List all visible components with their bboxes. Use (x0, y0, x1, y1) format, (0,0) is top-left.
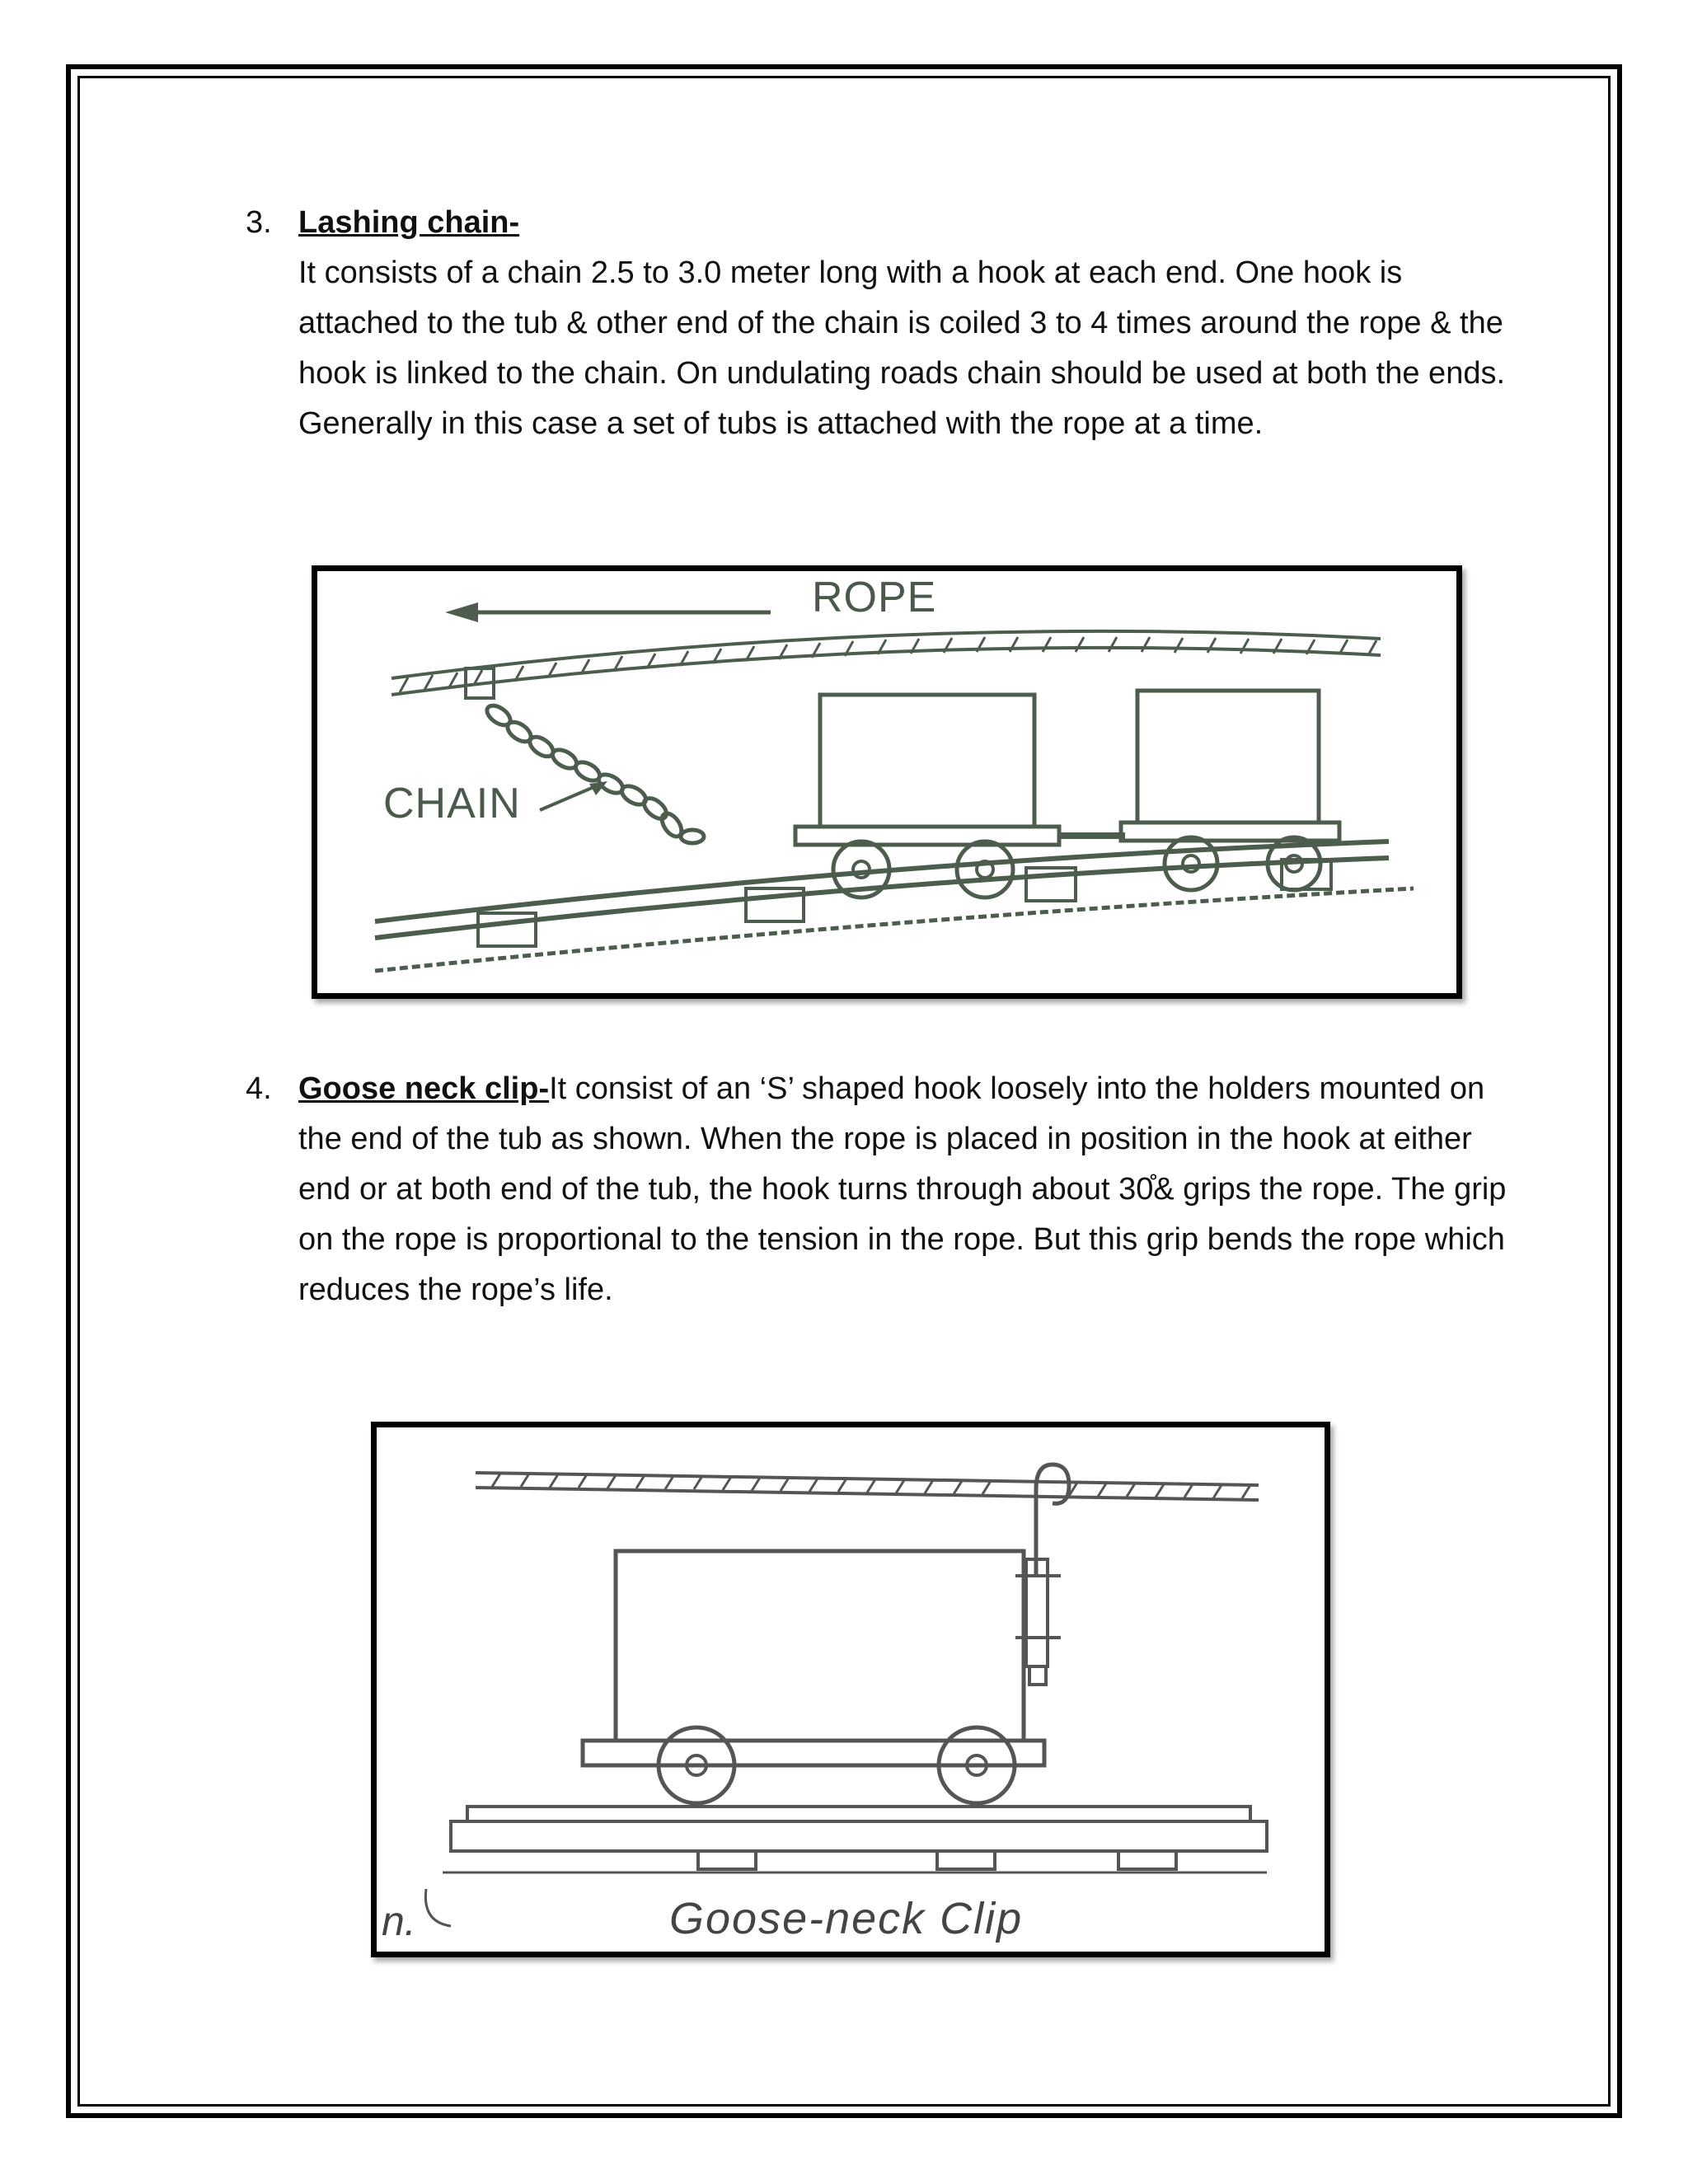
tub-2-body (1137, 691, 1319, 823)
rope-hatching (400, 637, 1376, 692)
rope-bottom-edge (476, 1488, 1259, 1500)
tub-body (616, 1551, 1024, 1741)
figure-caption: Goose-neck Clip (669, 1894, 1024, 1943)
tub-1-frame (795, 827, 1059, 845)
tub-2-frame (1121, 823, 1339, 841)
lashing-chain-figure (312, 565, 1462, 999)
chain-label: CHAIN (383, 780, 521, 827)
rope-label: ROPE (812, 574, 937, 621)
chain-pointer-line (540, 785, 598, 810)
tub-frame (583, 1741, 1044, 1765)
rope-top-edge (476, 1473, 1259, 1485)
section-lashing-chain (246, 198, 1507, 449)
ground-line (375, 888, 1414, 971)
section-paragraph: It consist of an ‘S’ shaped hook loosely into the holders mounted on the end of the tub as shown. When the rope is placed in position in the hook at either end or at both end of the tub, the hook turns through about 30̊& grips the rope. The grip on the rope is proportional to the tension in the rope. But this grip bends the rope which reduces the rope’s life. (298, 1071, 1507, 1307)
section-number: 3. (246, 205, 272, 240)
tub-1-body (820, 695, 1034, 827)
rope-top-edge (392, 631, 1381, 678)
goose-neck-clip-drawing (377, 1427, 1325, 1952)
rail-base (451, 1821, 1267, 1851)
section-number: 4. (246, 1071, 272, 1106)
section-heading: Lashing chain- (298, 205, 520, 240)
direction-arrow-head (445, 602, 478, 622)
rail-top (467, 1807, 1250, 1821)
section-goose-neck-clip (246, 1064, 1507, 1315)
goose-neck-clip-figure (371, 1422, 1330, 1957)
sleepers (698, 1851, 1176, 1869)
corner-fragment: n. (382, 1898, 416, 1944)
section-heading: Goose neck clip- (298, 1071, 550, 1106)
rope-bottom-edge (392, 648, 1381, 695)
stray-pen-mark (425, 1889, 451, 1926)
tub-1-wheel-right (957, 841, 1013, 898)
section-paragraph: It consists of a chain 2.5 to 3.0 meter long with a hook at each end. One hook is attached to the tub & other end of the chain is coiled 3 to 4 times around the rope & the hook is linked to the chain. On undulating roads chain should be used at both the ends. Generally in this case a set of tubs is attached with the rope at a time. (298, 255, 1506, 441)
